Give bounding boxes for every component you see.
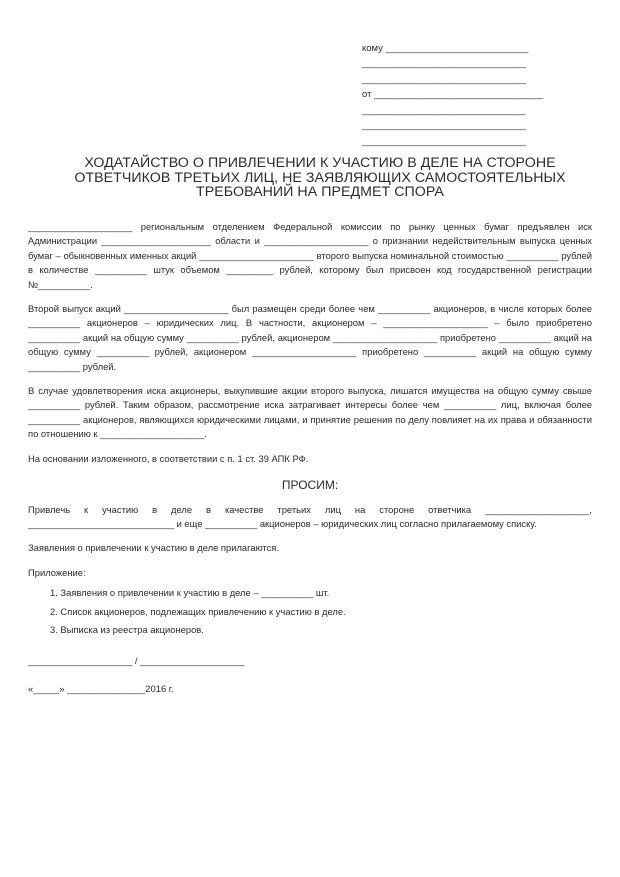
from-line-text: _______________________________ [362,104,526,116]
attachments-list [50,586,592,637]
from-line [362,116,592,132]
paragraph-claim: ____________________ региональным отделением Федеральной комиссии по рынку ценных бумаг предъявлен иск Администрации _____________________ области и ____________________ о признании недействительным выпуска ценных бумаг – обыкновенных именных акций ______________________ второго выпуска номинальной стоимостью __________ рублей в количестве __________ штук объемом _________ рублей, которому был присвоен код государственной регистрации №__________. [28,221,592,290]
paragraph-shareholders: Второй выпуск акций ____________________ был размещен среди более чем __________ акционеров, в числе которых более __________ акционеров – юридических лиц. В частности, акционером – ____________________ – было приобретено __________ акций на общую сумму __________ рублей, акционером ____________________ приобретено __________ акций на общую сумму __________ рублей, акционером ____________________ приобретено __________ акций на общую сумму __________ рублей. [28,303,592,372]
paragraph-legal-basis: На основании изложенного, в соответствии с п. 1 ст. 39 АПК РФ. [28,452,309,464]
from-line-text: _______________________________ [362,135,526,147]
from-line [362,131,592,147]
title-line: ХОДАТАЙСТВО О ПРИВЛЕЧЕНИИ К УЧАСТИЮ В ДЕЛЕ НА СТОРОНЕ [84,155,556,171]
date-line: «_____» _______________2016 г. [28,683,174,694]
paragraph-consequences: В случае удовлетворения иска акционеры, выкупившие акции второго выпуска, лишатся имущества на общую сумму свыше __________ рублей. Таким образом, рассмотрение иска затрагивает интересы более чем __________ лиц, включая более __________ акционеров, являющихся юридическими лицами, и принятие решения по делу повлияет на их права и обязанности по отношению к ____________________. [28,385,592,440]
title-line: ТРЕБОВАНИЙ НА ПРЕДМЕТ СПОРА [196,184,444,200]
to-row [362,38,592,54]
from-label: от ________________________________ [362,89,544,100]
from-line [362,100,592,116]
to-line-text: _______________________________ [362,58,526,69]
to-line-text: _______________________________ [362,73,526,85]
paragraph-request: Привлечь к участию в деле в качестве третьих лиц на стороне ответчика ____________________, ____________________________ и еще __________ акционеров – юридических лиц согласно прилагаемому списку. [28,503,592,529]
title-line: ОТВЕТЧИКОВ ТРЕТЬИХ ЛИЦ, НЕ ЗАЯВЛЯЮЩИХ САМОСТОЯТЕЛЬНЫХ [74,169,566,186]
to-line [362,54,592,70]
from-row [362,85,592,101]
to-line [362,69,592,85]
attachments-label: Приложение: [28,566,86,578]
request-heading: ПРОСИМ: [281,478,339,493]
addressee-block [362,38,592,147]
paragraph-applications: Заявления о привлечении к участию в деле прилагаются. [28,542,279,554]
attachment-item: 2. Список акционеров, подлежащих привлечению к участию в деле. [50,605,346,617]
document-title [40,156,600,200]
signature-line: ____________________ / ____________________ [28,655,245,666]
attachment-item: 3. Выписка из реестра акционеров. [50,623,204,635]
attachment-item: 1. Заявления о привлечении к участию в деле – __________ шт. [50,587,330,599]
from-line-text: _______________________________ [362,120,526,131]
document-body [28,220,592,647]
to-label: кому ___________________________ [362,42,529,54]
